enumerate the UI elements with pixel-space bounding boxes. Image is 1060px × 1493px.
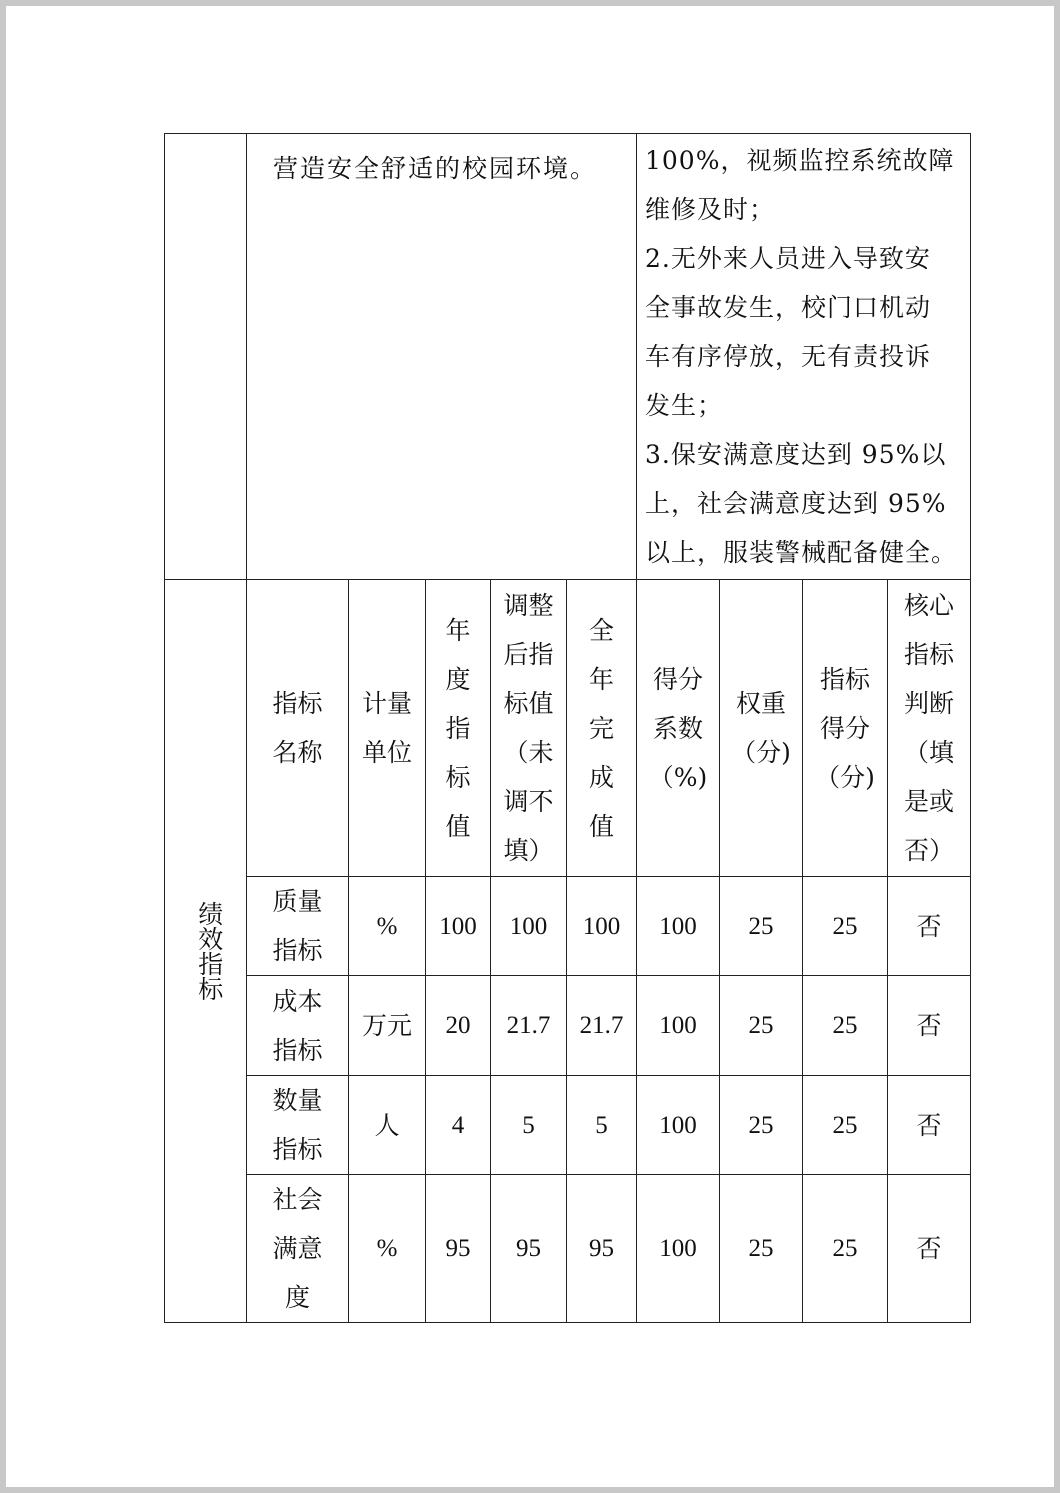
result-line: 3.保安满意度达到 95%以	[645, 440, 947, 469]
row-unit: %	[349, 1175, 426, 1323]
row-completed: 5	[567, 1076, 637, 1175]
row-score: 25	[803, 1175, 888, 1323]
result-line: 全事故发生，校门口机动	[645, 293, 932, 322]
row-core: 否	[888, 1175, 971, 1323]
section-label: 绩效指标	[194, 901, 224, 1001]
row-adjusted: 95	[491, 1175, 567, 1323]
row-name: 数量指标	[247, 1076, 349, 1175]
row-completed: 95	[567, 1175, 637, 1323]
row-completed: 100	[567, 877, 637, 976]
row-completed: 21.7	[567, 976, 637, 1076]
header-weight: 权重（分)	[720, 580, 803, 877]
table-row	[165, 877, 971, 976]
row-weight: 25	[720, 1076, 803, 1175]
row-adjusted: 100	[491, 877, 567, 976]
header-annual-target: 年度指标值	[426, 580, 491, 877]
row-unit: 人	[349, 1076, 426, 1175]
header-unit: 计量单位	[349, 580, 426, 877]
row-score: 25	[803, 877, 888, 976]
objective-cell: 营造安全舒适的校园环境。	[247, 134, 637, 580]
row-weight: 25	[720, 877, 803, 976]
performance-table	[164, 133, 971, 1323]
header-adjusted-target: 调整后指标值（未调不填）	[491, 580, 567, 877]
row-annual: 4	[426, 1076, 491, 1175]
row-weight: 25	[720, 976, 803, 1076]
document-page	[6, 6, 1054, 1487]
row-coef: 100	[637, 877, 720, 976]
row-unit: 万元	[349, 976, 426, 1076]
row-coef: 100	[637, 1076, 720, 1175]
row-annual: 100	[426, 877, 491, 976]
header-core-indicator: 核心指标判断（填是或否）	[888, 580, 971, 877]
header-indicator-score: 指标得分（分)	[803, 580, 888, 877]
result-line: 发生；	[645, 391, 724, 420]
result-line: 2.无外来人员进入导致安	[645, 244, 931, 273]
result-line: 车有序停放，无有责投诉	[645, 342, 932, 371]
header-completed-value: 全年完成值	[567, 580, 637, 877]
row-core: 否	[888, 877, 971, 976]
row-score: 25	[803, 1076, 888, 1175]
result-line: 维修及时；	[645, 195, 776, 224]
header-score-coef: 得分系数（%)	[637, 580, 720, 877]
row-adjusted: 21.7	[491, 976, 567, 1076]
result-line: 100%，视频监控系统故障	[645, 146, 955, 175]
blank-label-cell	[165, 134, 247, 580]
row-unit: %	[349, 877, 426, 976]
row-name: 质量指标	[247, 877, 349, 976]
row-annual: 95	[426, 1175, 491, 1323]
row-score: 25	[803, 976, 888, 1076]
header-row	[165, 580, 971, 877]
row-adjusted: 5	[491, 1076, 567, 1175]
result-cell	[637, 134, 971, 580]
result-line: 以上，服装警械配备健全。	[645, 538, 958, 567]
objective-row	[165, 134, 971, 580]
table-row	[165, 976, 971, 1076]
row-coef: 100	[637, 976, 720, 1076]
row-name: 社会满意度	[247, 1175, 349, 1323]
row-weight: 25	[720, 1175, 803, 1323]
header-indicator-name: 指标名称	[247, 580, 349, 877]
row-coef: 100	[637, 1175, 720, 1323]
result-line: 上，社会满意度达到 95%	[645, 489, 947, 518]
row-name: 成本指标	[247, 976, 349, 1076]
row-core: 否	[888, 1076, 971, 1175]
table-row	[165, 1175, 971, 1323]
row-core: 否	[888, 976, 971, 1076]
section-label-cell	[165, 580, 247, 1323]
row-annual: 20	[426, 976, 491, 1076]
table-row	[165, 1076, 971, 1175]
